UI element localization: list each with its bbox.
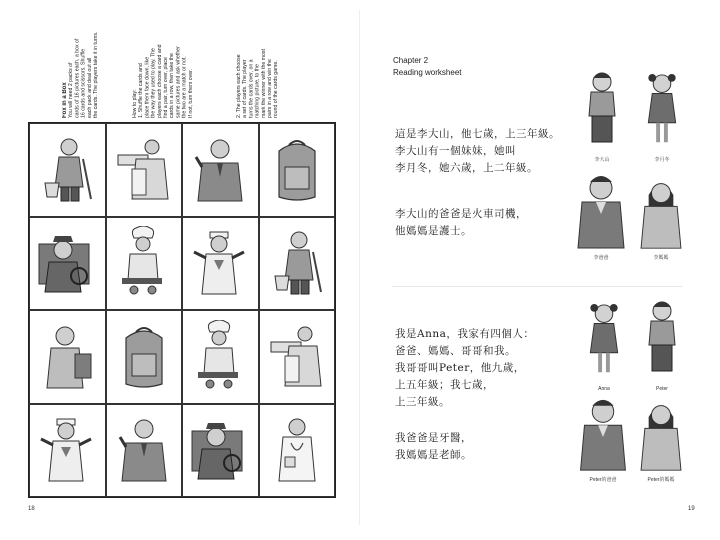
section-divider [392, 286, 682, 287]
caption-mom-1: 李媽媽 [653, 255, 669, 261]
chef-cooking-illustration [188, 320, 252, 394]
passage-3: 我是Anna，我家有四個人： 爸爸、媽媽、哥哥和我。 我哥哥叫Peter，他九歲， 上五年級；我七歲， 上三年級。 [395, 328, 535, 408]
caption-dad-2: Peter的爸爸 [589, 477, 617, 483]
game-instructions [40, 18, 338, 118]
peter-illustration [642, 298, 682, 380]
picture-card-grid [28, 122, 336, 498]
picture-card [29, 217, 106, 311]
caption-peter: Peter [656, 386, 668, 392]
instructions-column-3: 2. The players each choose a set of cards. The player turns the cards over, on a matching picture, to the mark the winner with the most pairs in a row and win the round of the cards game. [236, 49, 280, 118]
instructions-title: Fox in a Box [62, 82, 68, 118]
chapter-heading [393, 55, 461, 79]
girl-illustration [642, 72, 682, 150]
picture-card [259, 217, 336, 311]
father-2-illustration [578, 396, 628, 474]
passage-2: 李大山的爸爸是火車司機， 他媽媽是護士。 [395, 208, 527, 237]
doctor-illustration [265, 413, 329, 487]
page-gutter [359, 10, 360, 525]
chef-with-tray-illustration [265, 320, 329, 394]
passage-4: 我爸爸是牙醫， 我媽媽是老師。 [395, 432, 472, 461]
picture-card [106, 404, 183, 498]
page-number-right: 19 [688, 506, 695, 512]
caption-anna: Anna [598, 386, 610, 392]
chapter-title: Chapter 2 [393, 56, 429, 65]
backpack-illustration [265, 133, 329, 207]
caption-girl-1: 李月冬 [654, 157, 670, 163]
picture-card [182, 123, 259, 217]
picture-card [182, 404, 259, 498]
caption-dad-1: 李爸爸 [593, 255, 609, 261]
picture-card [29, 310, 106, 404]
caption-mom-2: Peter的媽媽 [647, 477, 675, 483]
page-number-left: 18 [28, 506, 35, 512]
bus-driver-illustration [188, 413, 252, 487]
instructions-column-1: Fox in a Box You will need 2 packs of cards of 16 pictures each, a box of 16 cards and scissors. Shuffle each pack and deal out all the cards. The players take it in turns. [62, 18, 122, 118]
picture-card [259, 310, 336, 404]
bus-driver-illustration [35, 226, 99, 300]
janitor-with-bucket-illustration [35, 133, 99, 207]
chapter-subtitle: Reading worksheet [393, 68, 462, 77]
anna-illustration [584, 302, 624, 380]
picture-card [259, 404, 336, 498]
picture-card [182, 217, 259, 311]
mother-2-illustration [636, 398, 686, 474]
father-illustration [576, 172, 626, 252]
passage-1: 這是李大山，他七歲，上三年級。 李大山有一個妹妹，她叫 李月冬，她六歲，上二年級。 [395, 128, 560, 174]
picture-card [29, 404, 106, 498]
chef-with-tray-illustration [112, 133, 176, 207]
picture-card [106, 123, 183, 217]
mother-illustration [636, 176, 686, 252]
picture-card [29, 123, 106, 217]
student-with-bag-illustration [35, 320, 99, 394]
picture-card [106, 310, 183, 404]
picture-card [182, 310, 259, 404]
businessman-suit-illustration [188, 133, 252, 207]
picture-card [106, 217, 183, 311]
businessman-suit-illustration [112, 413, 176, 487]
nurse-waving-illustration [188, 226, 252, 300]
janitor-with-bucket-illustration [265, 226, 329, 300]
picture-card [259, 123, 336, 217]
chef-cooking-illustration [112, 226, 176, 300]
backpack-illustration [112, 320, 176, 394]
instructions-column-2: How to play: 1. Shuffle the cards and place them face down, like the way they used to play. The players each choose a card and find a pair, turn over, place cards in a row, then take the same pictures and ask whether the two are a match or not. If not, turn them over. [132, 44, 194, 118]
caption-boy-1: 李大山 [594, 157, 610, 163]
nurse-waving-illustration [35, 413, 99, 487]
boy-illustration [582, 70, 622, 150]
